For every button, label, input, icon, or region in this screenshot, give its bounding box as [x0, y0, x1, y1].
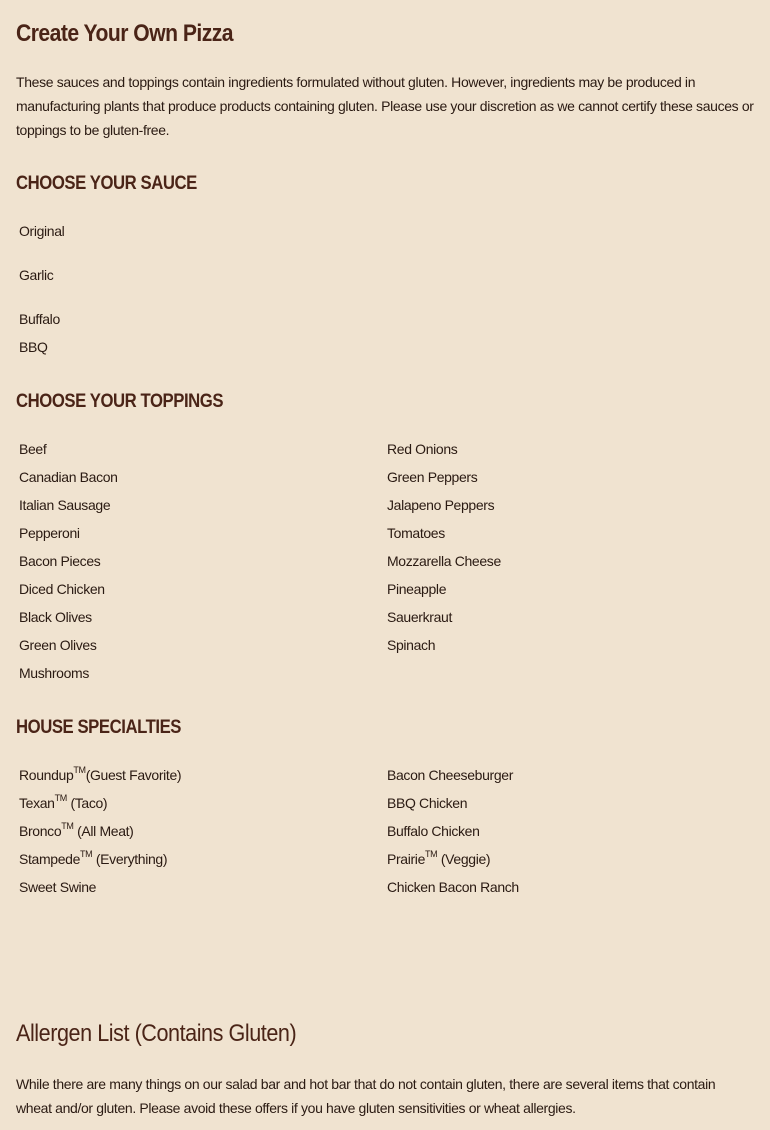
sauce-item: Garlic [19, 267, 54, 283]
gluten-disclaimer: These sauces and toppings contain ingredients formulated without gluten. However, ingredients may be produced in manufacturing plants that produce products containing gluten. Please use your discretion as we cannot certify these sauces or toppings to be gluten-free. [16, 74, 754, 138]
specialty-name: Roundup [19, 767, 74, 783]
topping-item: Bacon Pieces [19, 553, 101, 569]
specialty-name: Texan [19, 795, 55, 811]
specialty-item [19, 877, 96, 897]
topping-item: Spinach [387, 637, 436, 653]
specialty-item [19, 821, 134, 841]
specialty-note: (All Meat) [73, 823, 134, 839]
specialty-item [387, 849, 490, 869]
specialty-name: Bronco [19, 823, 62, 839]
specialty-note: (Guest Favorite) [85, 767, 182, 783]
specialty-item [19, 765, 181, 785]
topping-item: Sauerkraut [387, 609, 452, 625]
specialty-name: Bacon Cheeseburger [387, 767, 514, 783]
topping-item: Jalapeno Peppers [387, 497, 495, 513]
topping-item: Tomatoes [387, 525, 445, 541]
topping-item: Italian Sausage [19, 497, 111, 513]
topping-item: Green Olives [19, 637, 97, 653]
specialties-heading: HOUSE SPECIALTIES [16, 717, 182, 738]
trademark-mark: TM [61, 821, 74, 832]
topping-item: Pepperoni [19, 525, 80, 541]
specialty-note: (Everything) [92, 851, 168, 867]
create-pizza-title: Create Your Own Pizza [16, 20, 234, 47]
topping-item: Diced Chicken [19, 581, 105, 597]
trademark-mark: TM [73, 765, 86, 776]
topping-item: Mushrooms [19, 665, 89, 681]
specialty-item [387, 765, 513, 785]
trademark-mark: TM [425, 849, 438, 860]
topping-item: Red Onions [387, 441, 458, 457]
trademark-mark: TM [54, 793, 67, 804]
specialty-item [19, 793, 107, 813]
allergen-description: While there are many things on our salad bar and hot bar that do not contain gluten, there are several items that contain wheat and/or gluten. Please avoid these offers if you have gluten sensitivities or wheat allergies. [16, 1076, 716, 1116]
specialty-item [387, 793, 467, 813]
specialty-item [387, 877, 519, 897]
trademark-mark: TM [80, 849, 93, 860]
specialty-item [19, 849, 167, 869]
topping-item: Canadian Bacon [19, 469, 118, 485]
toppings-heading: CHOOSE YOUR TOPPINGS [16, 391, 224, 412]
specialty-name: Sweet Swine [19, 879, 97, 895]
specialty-note: (Taco) [66, 795, 108, 811]
specialty-note: (Veggie) [437, 851, 491, 867]
topping-item: Black Olives [19, 609, 92, 625]
sauce-heading: CHOOSE YOUR SAUCE [16, 173, 197, 194]
sauce-item: BBQ [19, 339, 48, 355]
topping-item: Pineapple [387, 581, 447, 597]
specialty-name: Stampede [19, 851, 81, 867]
sauce-item: Original [19, 223, 65, 239]
specialty-name: Buffalo Chicken [387, 823, 480, 839]
specialty-name: Chicken Bacon Ranch [387, 879, 519, 895]
specialty-item [387, 821, 480, 841]
allergen-title: Allergen List (Contains Gluten) [16, 1020, 297, 1047]
specialty-name: Prairie [387, 851, 426, 867]
topping-item: Beef [19, 441, 47, 457]
sauce-item: Buffalo [19, 311, 60, 327]
topping-item: Green Peppers [387, 469, 478, 485]
specialty-name: BBQ Chicken [387, 795, 468, 811]
topping-item: Mozzarella Cheese [387, 553, 501, 569]
